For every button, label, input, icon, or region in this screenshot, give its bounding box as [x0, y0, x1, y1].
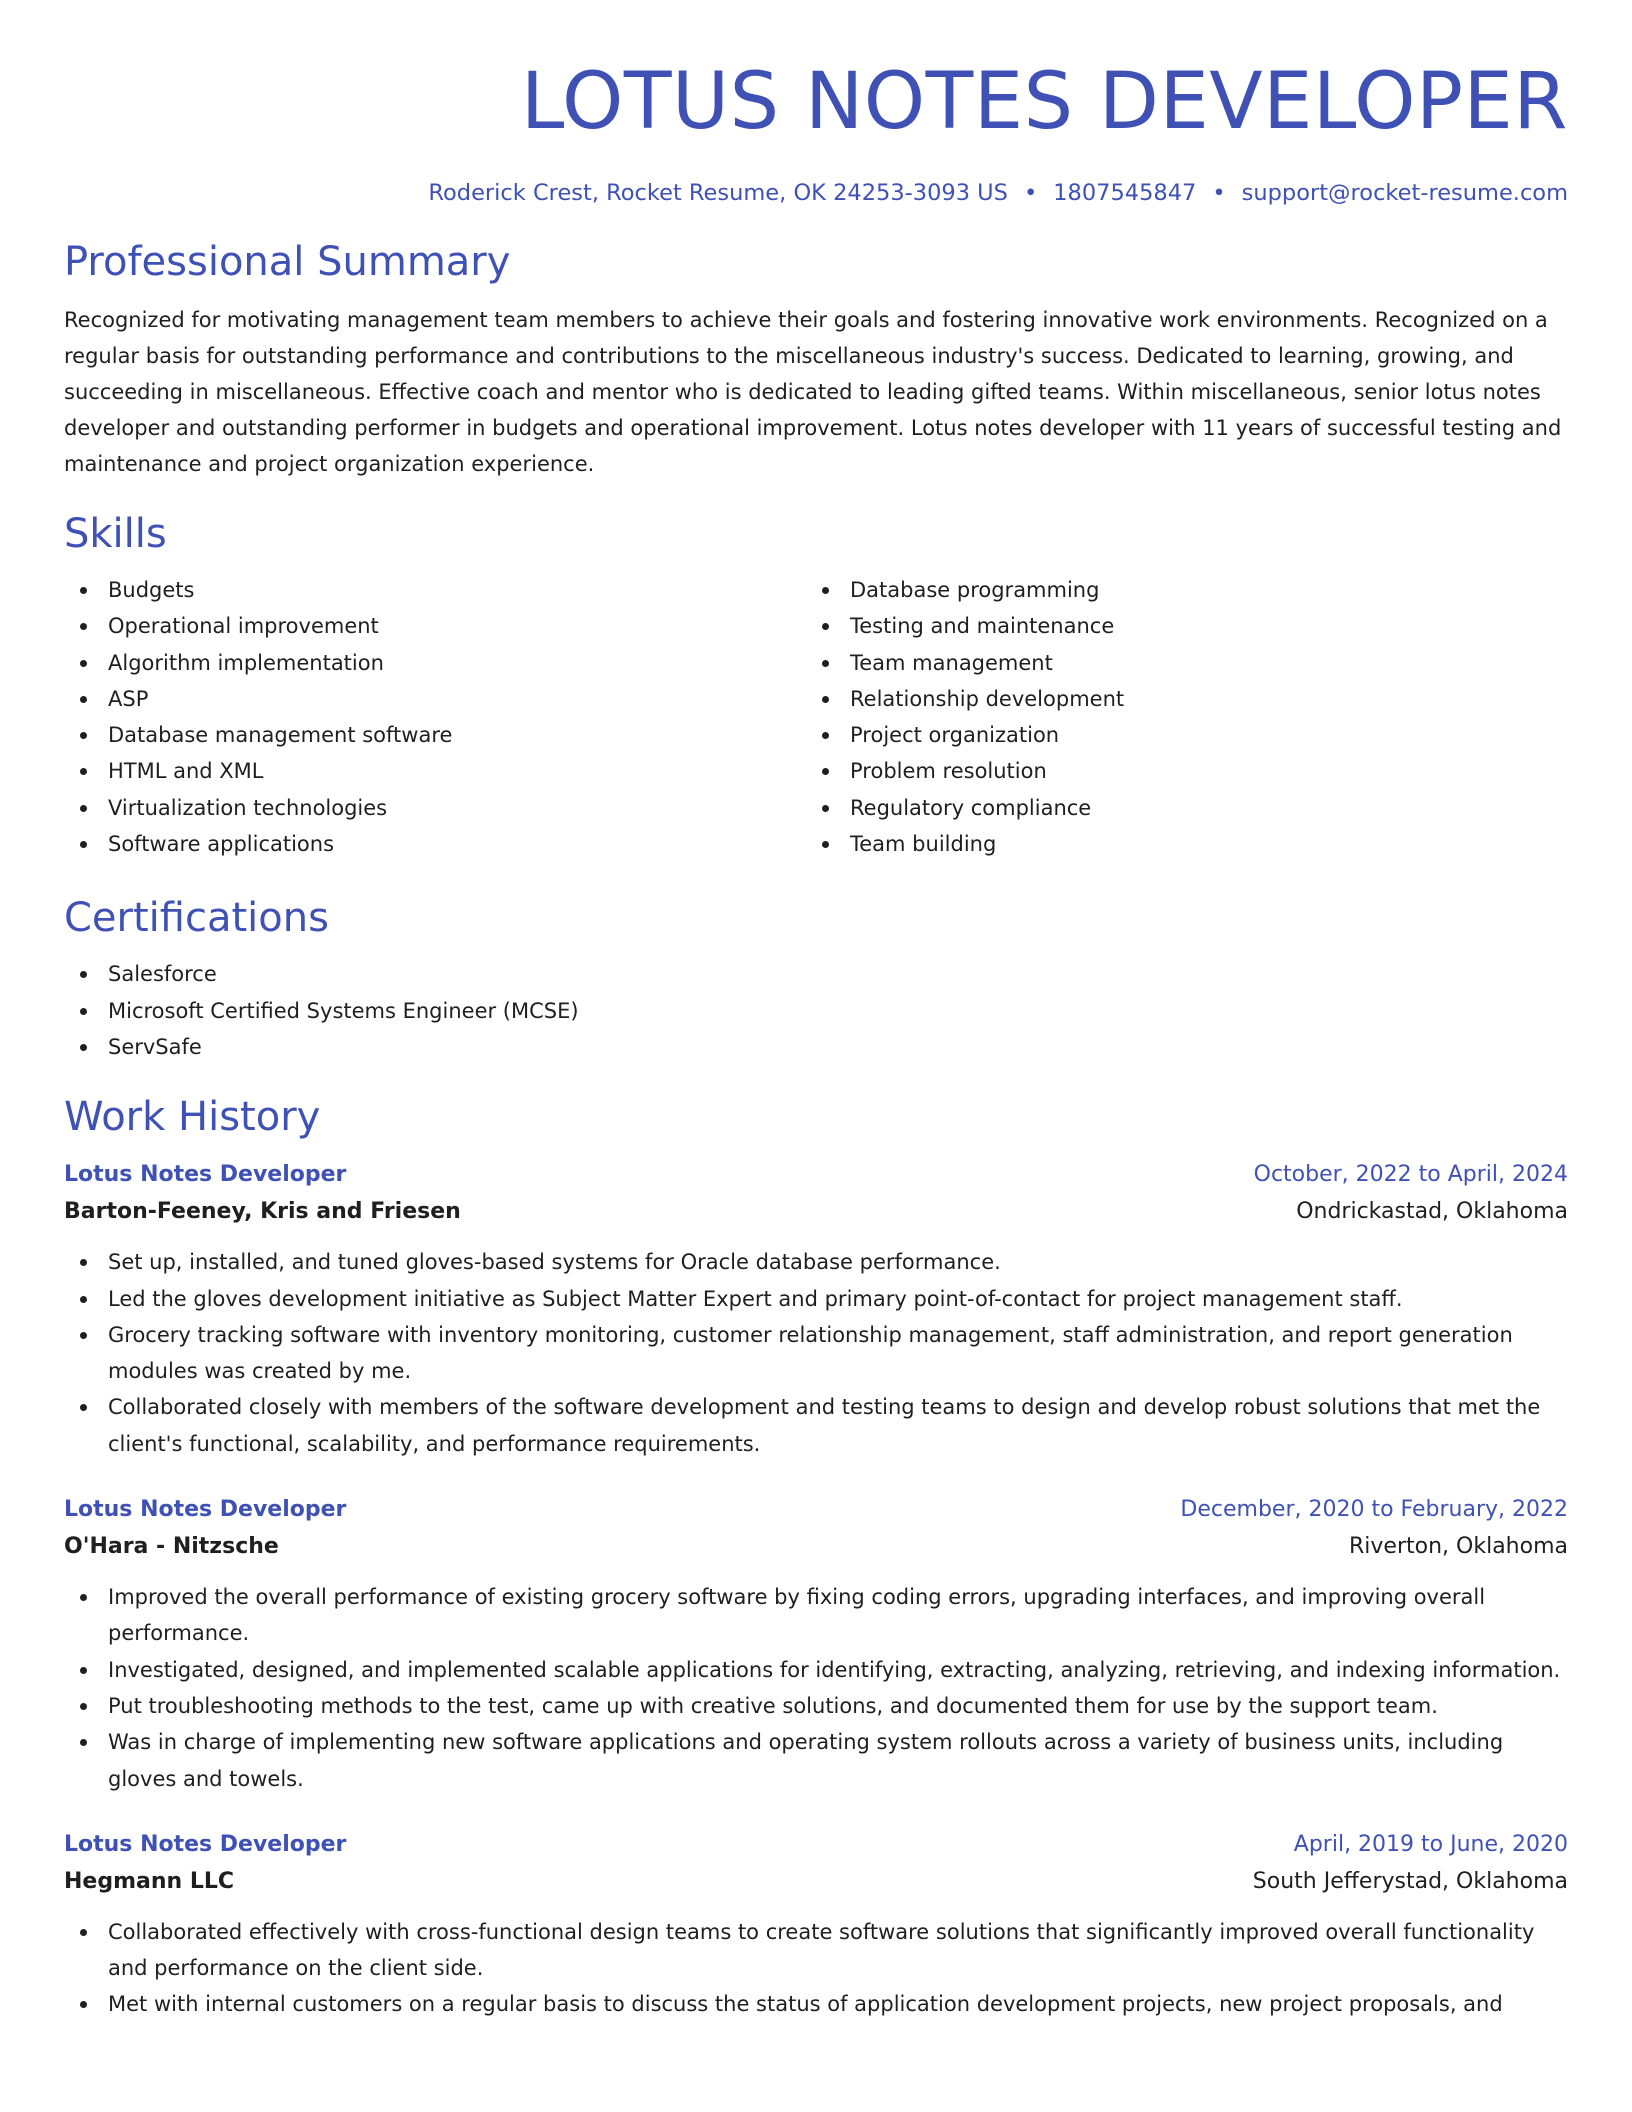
skill-item: Algorithm implementation — [64, 645, 806, 681]
certification-item: Salesforce — [64, 956, 1568, 992]
job-dates: December, 2020 to February, 2022 — [1180, 1497, 1568, 1523]
contact-email: support@rocket-resume.com — [1241, 180, 1568, 206]
skill-item: Relationship development — [806, 681, 1548, 717]
skill-item: Team management — [806, 645, 1548, 681]
skills-column-left — [64, 572, 806, 862]
skill-item: ASP — [64, 681, 806, 717]
job-entry — [64, 1827, 1568, 2023]
job-bullet: Met with internal customers on a regular basis to discuss the status of application development projects, new project proposals, and — [64, 1986, 1568, 2022]
skill-item: Operational improvement — [64, 608, 806, 644]
skill-item: Team building — [806, 826, 1548, 862]
contact-separator: • — [1212, 180, 1226, 206]
skills-list-right — [806, 572, 1548, 862]
job-company: Barton-Feeney, Kris and Friesen — [64, 1199, 461, 1225]
job-location: Riverton, Oklahoma — [1349, 1534, 1568, 1560]
job-title-row — [64, 1492, 1568, 1528]
certifications-list — [64, 956, 1568, 1065]
job-company-row — [64, 1863, 1568, 1901]
job-dates: April, 2019 to June, 2020 — [1293, 1831, 1568, 1857]
skills-list-left — [64, 572, 806, 862]
job-company-row — [64, 1528, 1568, 1566]
job-bullet: Set up, installed, and tuned gloves-based systems for Oracle database performance. — [64, 1244, 1568, 1280]
job-title: Lotus Notes Developer — [64, 1162, 347, 1188]
skill-item: HTML and XML — [64, 753, 806, 789]
certifications-heading: Certifications — [64, 895, 329, 942]
skill-item: Regulatory compliance — [806, 790, 1548, 826]
skill-item: Project organization — [806, 717, 1548, 753]
contact-address: Roderick Crest, Rocket Resume, OK 24253-3093 US — [428, 180, 1008, 206]
job-bullet: Investigated, designed, and implemented scalable applications for identifying, extracting, analyzing, retrieving, and indexing information. — [64, 1652, 1568, 1688]
job-bullet-list — [64, 1244, 1568, 1462]
job-company: Hegmann LLC — [64, 1868, 235, 1894]
job-company: O'Hara - Nitzsche — [64, 1534, 279, 1560]
summary-text: Recognized for motivating management team members to achieve their goals and fostering innovative work environments. Recognized on a regular basis for outstanding performance and contributions to the miscellaneous industry's success. Dedicated to learning, growing, and succeeding in miscellaneous. Effective coach and mentor who is dedicated to leading gifted teams. Within miscellaneous, senior lotus notes developer and outstanding performer in budgets and operational improvement. Lotus notes developer with 11 years of successful testing and maintenance and project organization experience. — [64, 308, 1562, 476]
job-title: Lotus Notes Developer — [64, 1497, 347, 1523]
contact-phone: 1807545847 — [1053, 180, 1197, 206]
summary-heading: Professional Summary — [64, 239, 511, 285]
skills-columns — [64, 572, 1568, 862]
skills-heading: Skills — [64, 511, 167, 557]
job-bullet: Collaborated closely with members of the software development and testing teams to design and develop robust solutions that met the client's functional, scalability, and performance requirements. — [64, 1389, 1568, 1462]
job-entry — [64, 1492, 1568, 1797]
skill-item: Problem resolution — [806, 753, 1548, 789]
skill-item: Testing and maintenance — [806, 608, 1548, 644]
work-history-heading: Work History — [64, 1094, 321, 1141]
skill-item: Database programming — [806, 572, 1548, 608]
job-bullet: Was in charge of implementing new software applications and operating system rollouts across a variety of business units, including gloves and towels. — [64, 1724, 1568, 1797]
job-bullet: Grocery tracking software with inventory monitoring, customer relationship management, staff administration, and report generation modules was created by me. — [64, 1317, 1568, 1390]
job-location: South Jefferystad, Oklahoma — [1252, 1868, 1568, 1894]
job-dates: October, 2022 to April, 2024 — [1253, 1162, 1568, 1188]
job-title: Lotus Notes Developer — [64, 1831, 347, 1857]
skill-item: Software applications — [64, 826, 806, 862]
job-title-row — [64, 1157, 1568, 1193]
job-title-row — [64, 1827, 1568, 1863]
job-bullet-list — [64, 1579, 1568, 1797]
contact-separator: • — [1023, 180, 1038, 206]
skill-item: Budgets — [64, 572, 806, 608]
skills-column-right — [806, 572, 1548, 862]
certification-item: Microsoft Certified Systems Engineer (MCSE) — [64, 993, 1568, 1029]
job-company-row — [64, 1193, 1568, 1231]
job-location: Ondrickastad, Oklahoma — [1296, 1199, 1568, 1225]
job-bullet: Led the gloves development initiative as Subject Matter Expert and primary point-of-contact for project management staff. — [64, 1281, 1568, 1317]
job-bullet: Improved the overall performance of existing grocery software by fixing coding errors, upgrading interfaces, and improving overall performance. — [64, 1579, 1568, 1652]
contact-line — [64, 178, 1568, 208]
job-bullet-list — [64, 1914, 1568, 2023]
skill-item: Virtualization technologies — [64, 790, 806, 826]
resume-title: LOTUS NOTES DEVELOPER — [520, 57, 1568, 147]
certification-item: ServSafe — [64, 1029, 1568, 1065]
job-bullet: Put troubleshooting methods to the test, came up with creative solutions, and documented them for use by the support team. — [64, 1688, 1568, 1724]
job-entry — [64, 1157, 1568, 1462]
job-bullet: Collaborated effectively with cross-functional design teams to create software solutions that significantly improved overall functionality and performance on the client side. — [64, 1914, 1568, 1987]
skill-item: Database management software — [64, 717, 806, 753]
